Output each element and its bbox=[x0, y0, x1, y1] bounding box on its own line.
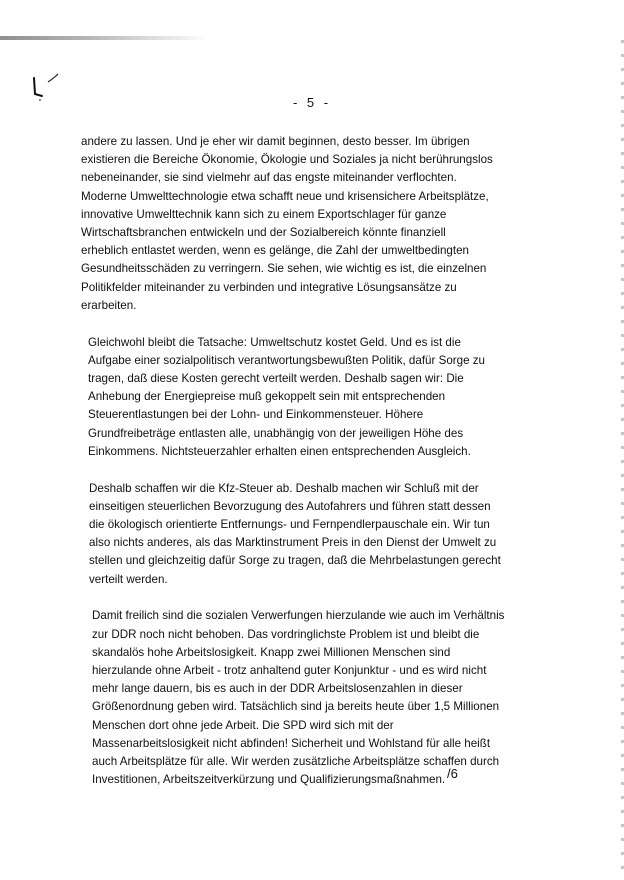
text-line: zur DDR noch nicht behoben. Das vordringlichste Problem ist und bleibt die bbox=[92, 627, 480, 641]
text-line: Steuerentlastungen bei der Lohn- und Einkommensteuer. Höhere bbox=[88, 408, 424, 422]
text-line: Gesundheitsschäden zu verringern. Sie sehen, wie wichtig es ist, die einzelnen bbox=[81, 262, 487, 276]
text-line: die ökologisch orientierte Entfernungs- und Fernpendlerpauschale ein. Wir tun bbox=[89, 518, 490, 532]
text-line: Gleichwohl bleibt die Tatsache: Umweltschutz kostet Geld. Und es ist die bbox=[88, 335, 461, 349]
text-line: skandalös hohe Arbeitslosigkeit. Knapp zwei Millionen Menschen sind bbox=[92, 645, 451, 659]
page-number: - 5 - bbox=[292, 95, 332, 110]
text-line: Größenordnung geben wird. Tatsächlich sind ja bereits heute über 1,5 Millionen bbox=[92, 700, 500, 714]
text-line: mehr lange dauern, bis es auch in der DDR Arbeitslosenzahlen in dieser bbox=[92, 682, 463, 696]
text-line: Politikfelder miteinander zu verbinden und integrative Lösungsansätze zu bbox=[81, 280, 457, 294]
paragraph bbox=[81, 133, 551, 315]
paragraph bbox=[88, 334, 551, 461]
text-line: nebeneinander, sie sind vielmehr auf das engste miteinander verflochten. bbox=[81, 171, 457, 185]
text-line: also nichts anderes, als das Marktinstrument Preis in den Dienst der Umwelt zu bbox=[89, 536, 497, 550]
text-line: Wirtschaftsbranchen entwickeln und der Sozialbereich könnte finanziell bbox=[81, 226, 446, 240]
text-line: innovative Umwelttechnik kann sich zu einem Exportschlager für ganze bbox=[81, 207, 447, 221]
text-line: hierzulande ohne Arbeit - trotz anhaltend guter Konjunktur - und es wird nicht bbox=[92, 664, 487, 678]
paragraph bbox=[92, 607, 551, 789]
paragraph bbox=[89, 480, 551, 589]
scan-edge-top bbox=[0, 36, 210, 40]
continuation-mark: /6 bbox=[447, 766, 458, 781]
text-line: auch Arbeitsplätze für alle. Wir werden zusätzliche Arbeitsplätze schaffen durch bbox=[92, 755, 500, 769]
text-line: Einkommens. Nichtsteuerzahler erhalten einen entsprechenden Ausgleich. bbox=[88, 444, 471, 458]
text-line: Grundfreibeträge entlasten alle, unabhängig von der jeweiligen Höhe des bbox=[88, 426, 464, 440]
text-line: Deshalb schaffen wir die Kfz-Steuer ab. Deshalb machen wir Schluß mit der bbox=[89, 481, 479, 495]
text-line: erarbeiten. bbox=[81, 298, 137, 312]
text-line: Anhebung der Energiepreise muß gekoppelt sein mit entsprechenden bbox=[88, 390, 446, 404]
text-line: Moderne Umwelttechnologie etwa schafft neue und krisensichere Arbeitsplätze, bbox=[81, 189, 489, 203]
text-line: existieren die Bereiche Ökonomie, Ökologie und Soziales ja nicht berührungslos bbox=[81, 153, 493, 167]
body-text bbox=[81, 133, 551, 808]
text-line: Massenarbeitslosigkeit nicht abfinden! Sicherheit und Wohlstand für alle heißt bbox=[92, 736, 491, 750]
text-line: andere zu lassen. Und je eher wir damit beginnen, desto besser. Im übrigen bbox=[81, 135, 470, 148]
text-line: Menschen dort ohne jede Arbeit. Die SPD wird sich mit der bbox=[92, 718, 394, 732]
text-line: verteilt werden. bbox=[89, 572, 168, 586]
text-line: erheblich entlastet werden, wenn es gelänge, die Zahl der umweltbedingten bbox=[81, 244, 469, 258]
text-line: Damit freilich sind die sozialen Verwerfungen hierzulande wie auch im Verhältnis bbox=[92, 609, 505, 623]
text-line: Investitionen, Arbeitszeitverkürzung und Qualifizierungsmaßnahmen. bbox=[92, 773, 446, 787]
text-line: Aufgabe einer sozialpolitisch verantwortungsbewußten Politik, dafür Sorge zu bbox=[88, 353, 485, 367]
text-line: stellen und gleichzeitig dafür Sorge zu tragen, daß die Mehrbelastungen gerecht bbox=[89, 554, 501, 568]
text-line: einseitigen steuerlichen Bevorzugung des Autofahrers und führen statt dessen bbox=[89, 499, 491, 513]
text-line: tragen, daß diese Kosten gerecht verteilt werden. Deshalb sagen wir: Die bbox=[88, 372, 464, 386]
